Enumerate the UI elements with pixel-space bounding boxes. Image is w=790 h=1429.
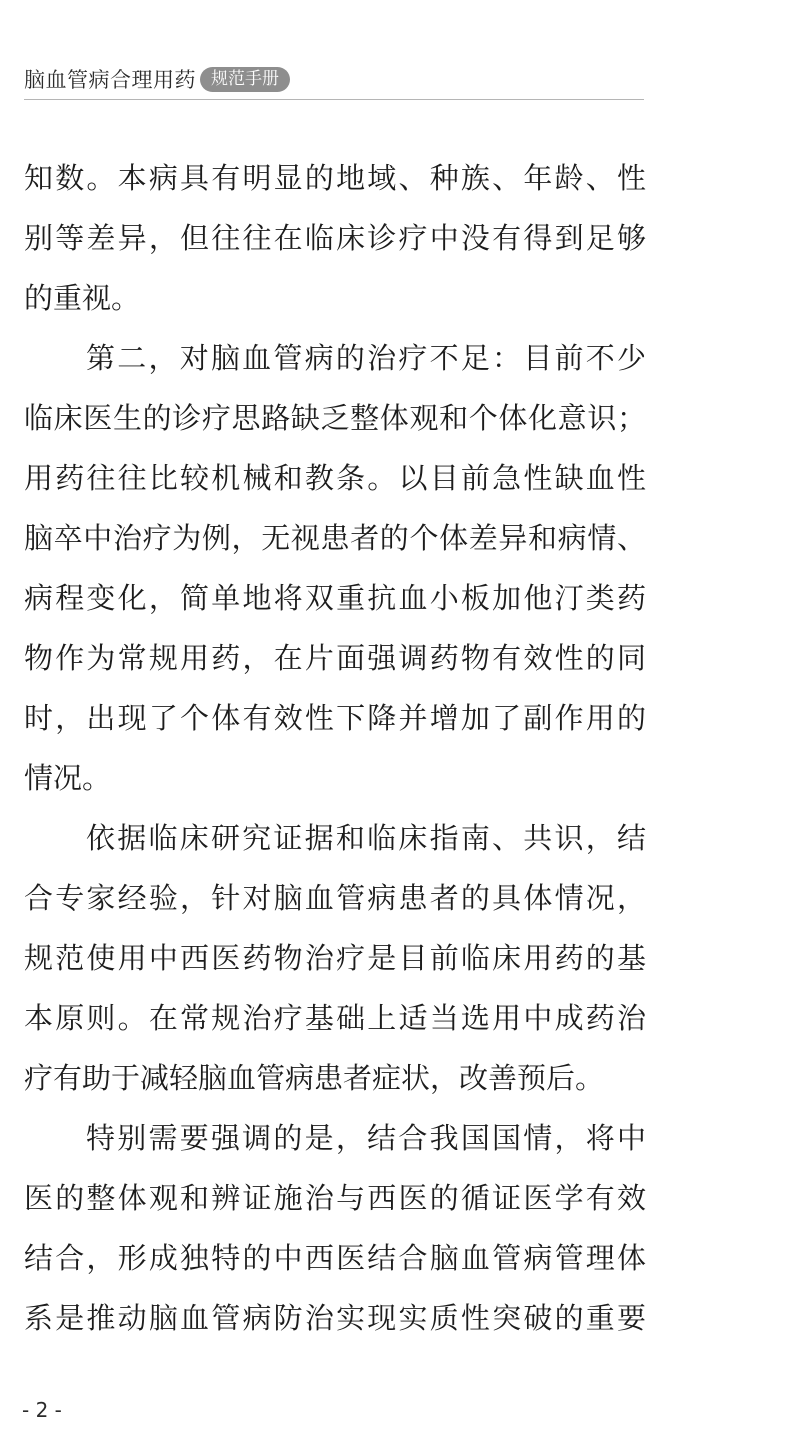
text-line: 情况。: [24, 761, 112, 795]
text-line: 结合，形成独特的中西医结合脑血管病管理体: [24, 1241, 646, 1275]
text-line: 合专家经验，针对脑血管病患者的具体情况，: [24, 881, 646, 915]
text-line: 疗有助于减轻脑血管病患者症状，改善预后。: [24, 1061, 605, 1095]
text-line: 用药往往比较机械和教条。以目前急性缺血性: [24, 461, 646, 495]
text-line: 时，出现了个体有效性下降并增加了副作用的: [24, 701, 646, 735]
text-line: 物作为常规用药，在片面强调药物有效性的同: [24, 641, 646, 675]
text-line: 的重视。: [24, 281, 141, 315]
text-line: 脑卒中治疗为例，无视患者的个体差异和病情、: [24, 521, 646, 555]
book-title: 脑血管病合理用药: [24, 68, 196, 92]
running-header: [24, 64, 290, 94]
body-text: [24, 148, 646, 1348]
text-line: 知数。本病具有明显的地域、种族、年龄、性: [24, 161, 646, 195]
text-line: 第二，对脑血管病的治疗不足：目前不少: [86, 341, 646, 375]
text-line: 规范使用中西医药物治疗是目前临床用药的基: [24, 941, 646, 975]
text-line: 医的整体观和辨证施治与西医的循证医学有效: [24, 1181, 646, 1215]
text-line: 临床医生的诊疗思路缺乏整体观和个体化意识；: [24, 401, 646, 435]
text-line: 特别需要强调的是，结合我国国情，将中: [86, 1121, 646, 1155]
text-line: 系是推动脑血管病防治实现实质性突破的重要: [24, 1301, 646, 1335]
text-line: 依据临床研究证据和临床指南、共识，结: [86, 821, 646, 855]
text-line: 别等差异，但往往在临床诊疗中没有得到足够: [24, 221, 646, 255]
page-number: - 2 -: [22, 1398, 62, 1422]
text-line: 本原则。在常规治疗基础上适当选用中成药治: [24, 1001, 646, 1035]
header-divider: [24, 99, 644, 100]
section-badge: 规范手册: [200, 67, 290, 92]
text-line: 病程变化，简单地将双重抗血小板加他汀类药: [24, 581, 646, 615]
